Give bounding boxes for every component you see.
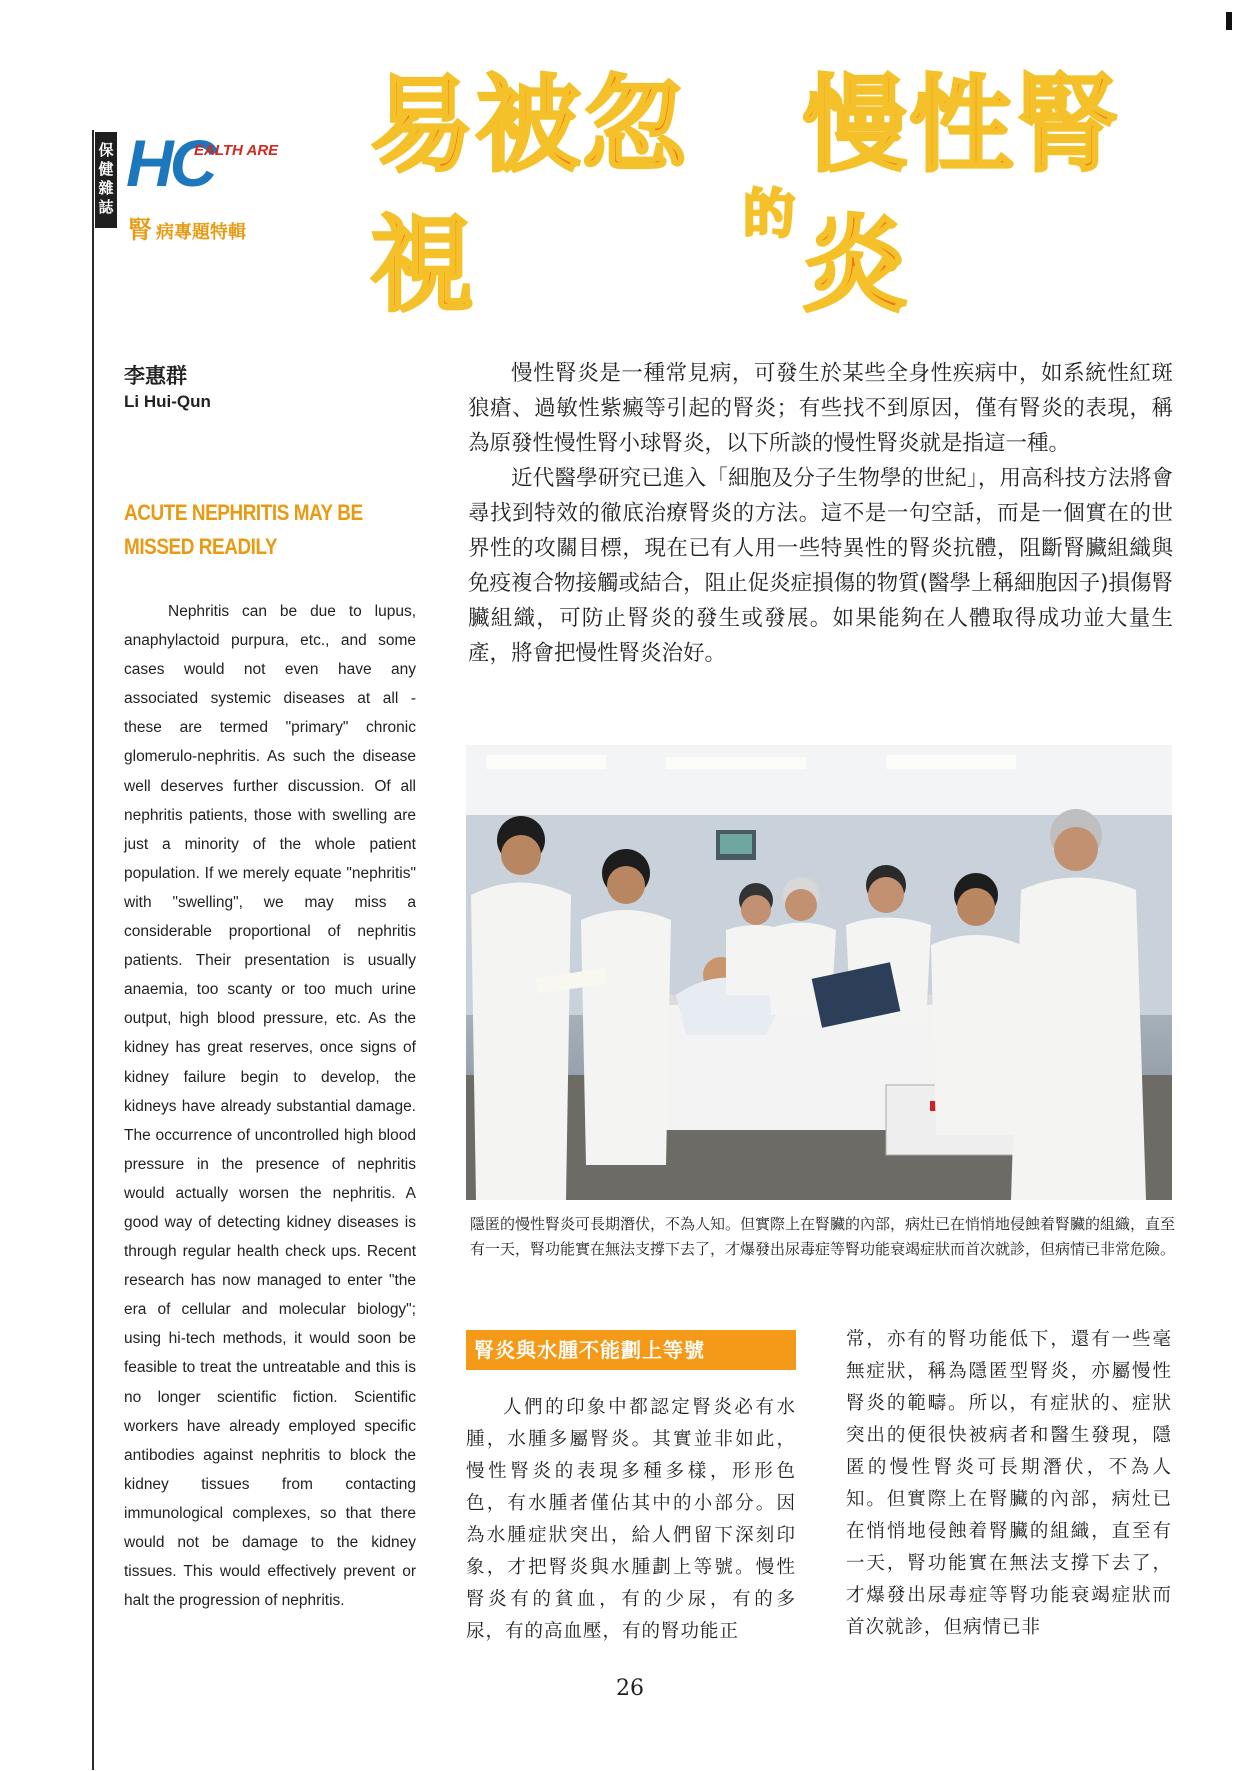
english-summary: Nephritis can be due to lupus, anaphylactoid purpura, etc., and some cases would not even have any associated systemic diseases at all - these are termed "primary" chronic glomerulo-nephritis. As such the disease well deserves further discussion. Of all nephritis patients, those with swelling are just a minority of the whole patient population. If we merely equate "nephritis" with "swelling", we may miss a considerable proportional of nephritis patients. Their presentation is usually anaemia, too scanty or too much urine output, high blood pressure, etc. As the kidney has great reserves, once signs of kidney failure begin to develop, the kidneys have already substantial damage. The occurrence of uncontrolled high blood pressure in the presence of nephritis would actually worsen the nephritis. A good way of detecting kidney diseases is through regular health check ups. Recent research has now managed to enter "the era of cellular and molecular biology"; using hi-tech methods, it would soon be feasible to treat the untreatable and this is no longer scientific fiction. Scientific workers have already employed specific antibodies against nephritis to block the kidney tissues from contacting immunological complexes, so that there would not be damage to the kidney tissues. This would effectively prevent or halt the progression of nephritis. <box>124 603 416 1610</box>
section-label-big: 腎 <box>128 216 152 244</box>
author-name-cn: 李惠群 <box>124 364 187 388</box>
hospital-ward-photo <box>466 745 1172 1200</box>
section-label-small: 病專題特輯 <box>156 222 246 243</box>
logo-sub: EALTH ARE <box>194 142 279 159</box>
chinese-para-2: 近代醫學研究已進入「細胞及分子生物學的世紀」，用高科技方法將會尋找到特效的徹底治療腎炎的方法。這不是一句空話，而是一個實在的世界性的攻關目標，現在已有人用一些特異性的腎炎抗體，阻斷腎臟組織與免疫複合物接觸或結合，阻止促炎症損傷的物質(醫學上稱細胞因子)損傷腎臟組織，可防止腎炎的發生或發展。如果能夠在人體取得成功並大量生產，將會把慢性腎炎治好。 <box>468 466 1173 666</box>
chinese-para-1: 慢性腎炎是一種常見病，可發生於某些全身性疾病中，如系統性紅斑狼瘡、過敏性紫癜等引起的腎炎；有些找不到原因，僅有腎炎的表現，稱為原發性慢性腎小球腎炎，以下所談的慢性腎炎就是指這一種。 <box>468 361 1173 456</box>
title-part1: 易被忽視 <box>370 64 689 326</box>
photo-illustration <box>466 745 1172 1200</box>
photo-caption: 隱匿的慢性腎炎可長期潛伏，不為人知。但實際上在腎臟的內部，病灶已在悄悄地侵蝕着腎臟的組織，直至有一天，腎功能實在無法支撐下去了，才爆發出尿毒症等腎功能衰竭症狀而首次就診，但病情已非常危險。 <box>470 1215 1176 1258</box>
section-label <box>128 210 246 245</box>
page-number: 26 <box>616 1676 644 1701</box>
english-heading: ACUTE NEPHRITIS MAY BE MISSED READILY <box>124 500 363 559</box>
margin-rule <box>92 130 94 1770</box>
logo-main: HC <box>126 126 214 200</box>
title-de: 的 <box>742 185 797 245</box>
title-part2: 慢性腎炎 <box>803 64 1122 326</box>
corner-mark <box>1226 12 1232 30</box>
body-column-middle: 人們的印象中都認定腎炎必有水腫，水腫多屬腎炎。其實並非如此，慢性腎炎的表現多種多樣，形形色色，有水腫者僅佔其中的小部分。因為水腫症狀突出，給人們留下深刻印象，才把腎炎與水腫劃上等號。慢性腎炎有的貧血，有的少尿，有的多尿，有的高血壓，有的腎功能正 <box>466 1397 796 1642</box>
healthcare-logo <box>126 128 286 198</box>
magazine-side-tag: 保健雜誌 <box>95 132 117 228</box>
author-name-en: Li Hui-Qun <box>124 392 211 411</box>
subheading-box: 腎炎與水腫不能劃上等號 <box>466 1330 796 1370</box>
chinese-intro <box>468 356 1173 671</box>
body-column-right: 常，亦有的腎功能低下，還有一些毫無症狀，稱為隱匿型腎炎，亦屬慢性腎炎的範疇。所以，有症狀的、症狀突出的便很快被病者和醫生發現，隱匿的慢性腎炎可長期潛伏，不為人知。但實際上在腎臟的內部，病灶已在悄悄地侵蝕着腎臟的組織，直至有一天，腎功能實在無法支撐下去了，才爆發出尿毒症等腎功能衰竭症狀而首次就診，但病情已非 <box>846 1329 1172 1638</box>
article-title <box>370 64 1170 326</box>
